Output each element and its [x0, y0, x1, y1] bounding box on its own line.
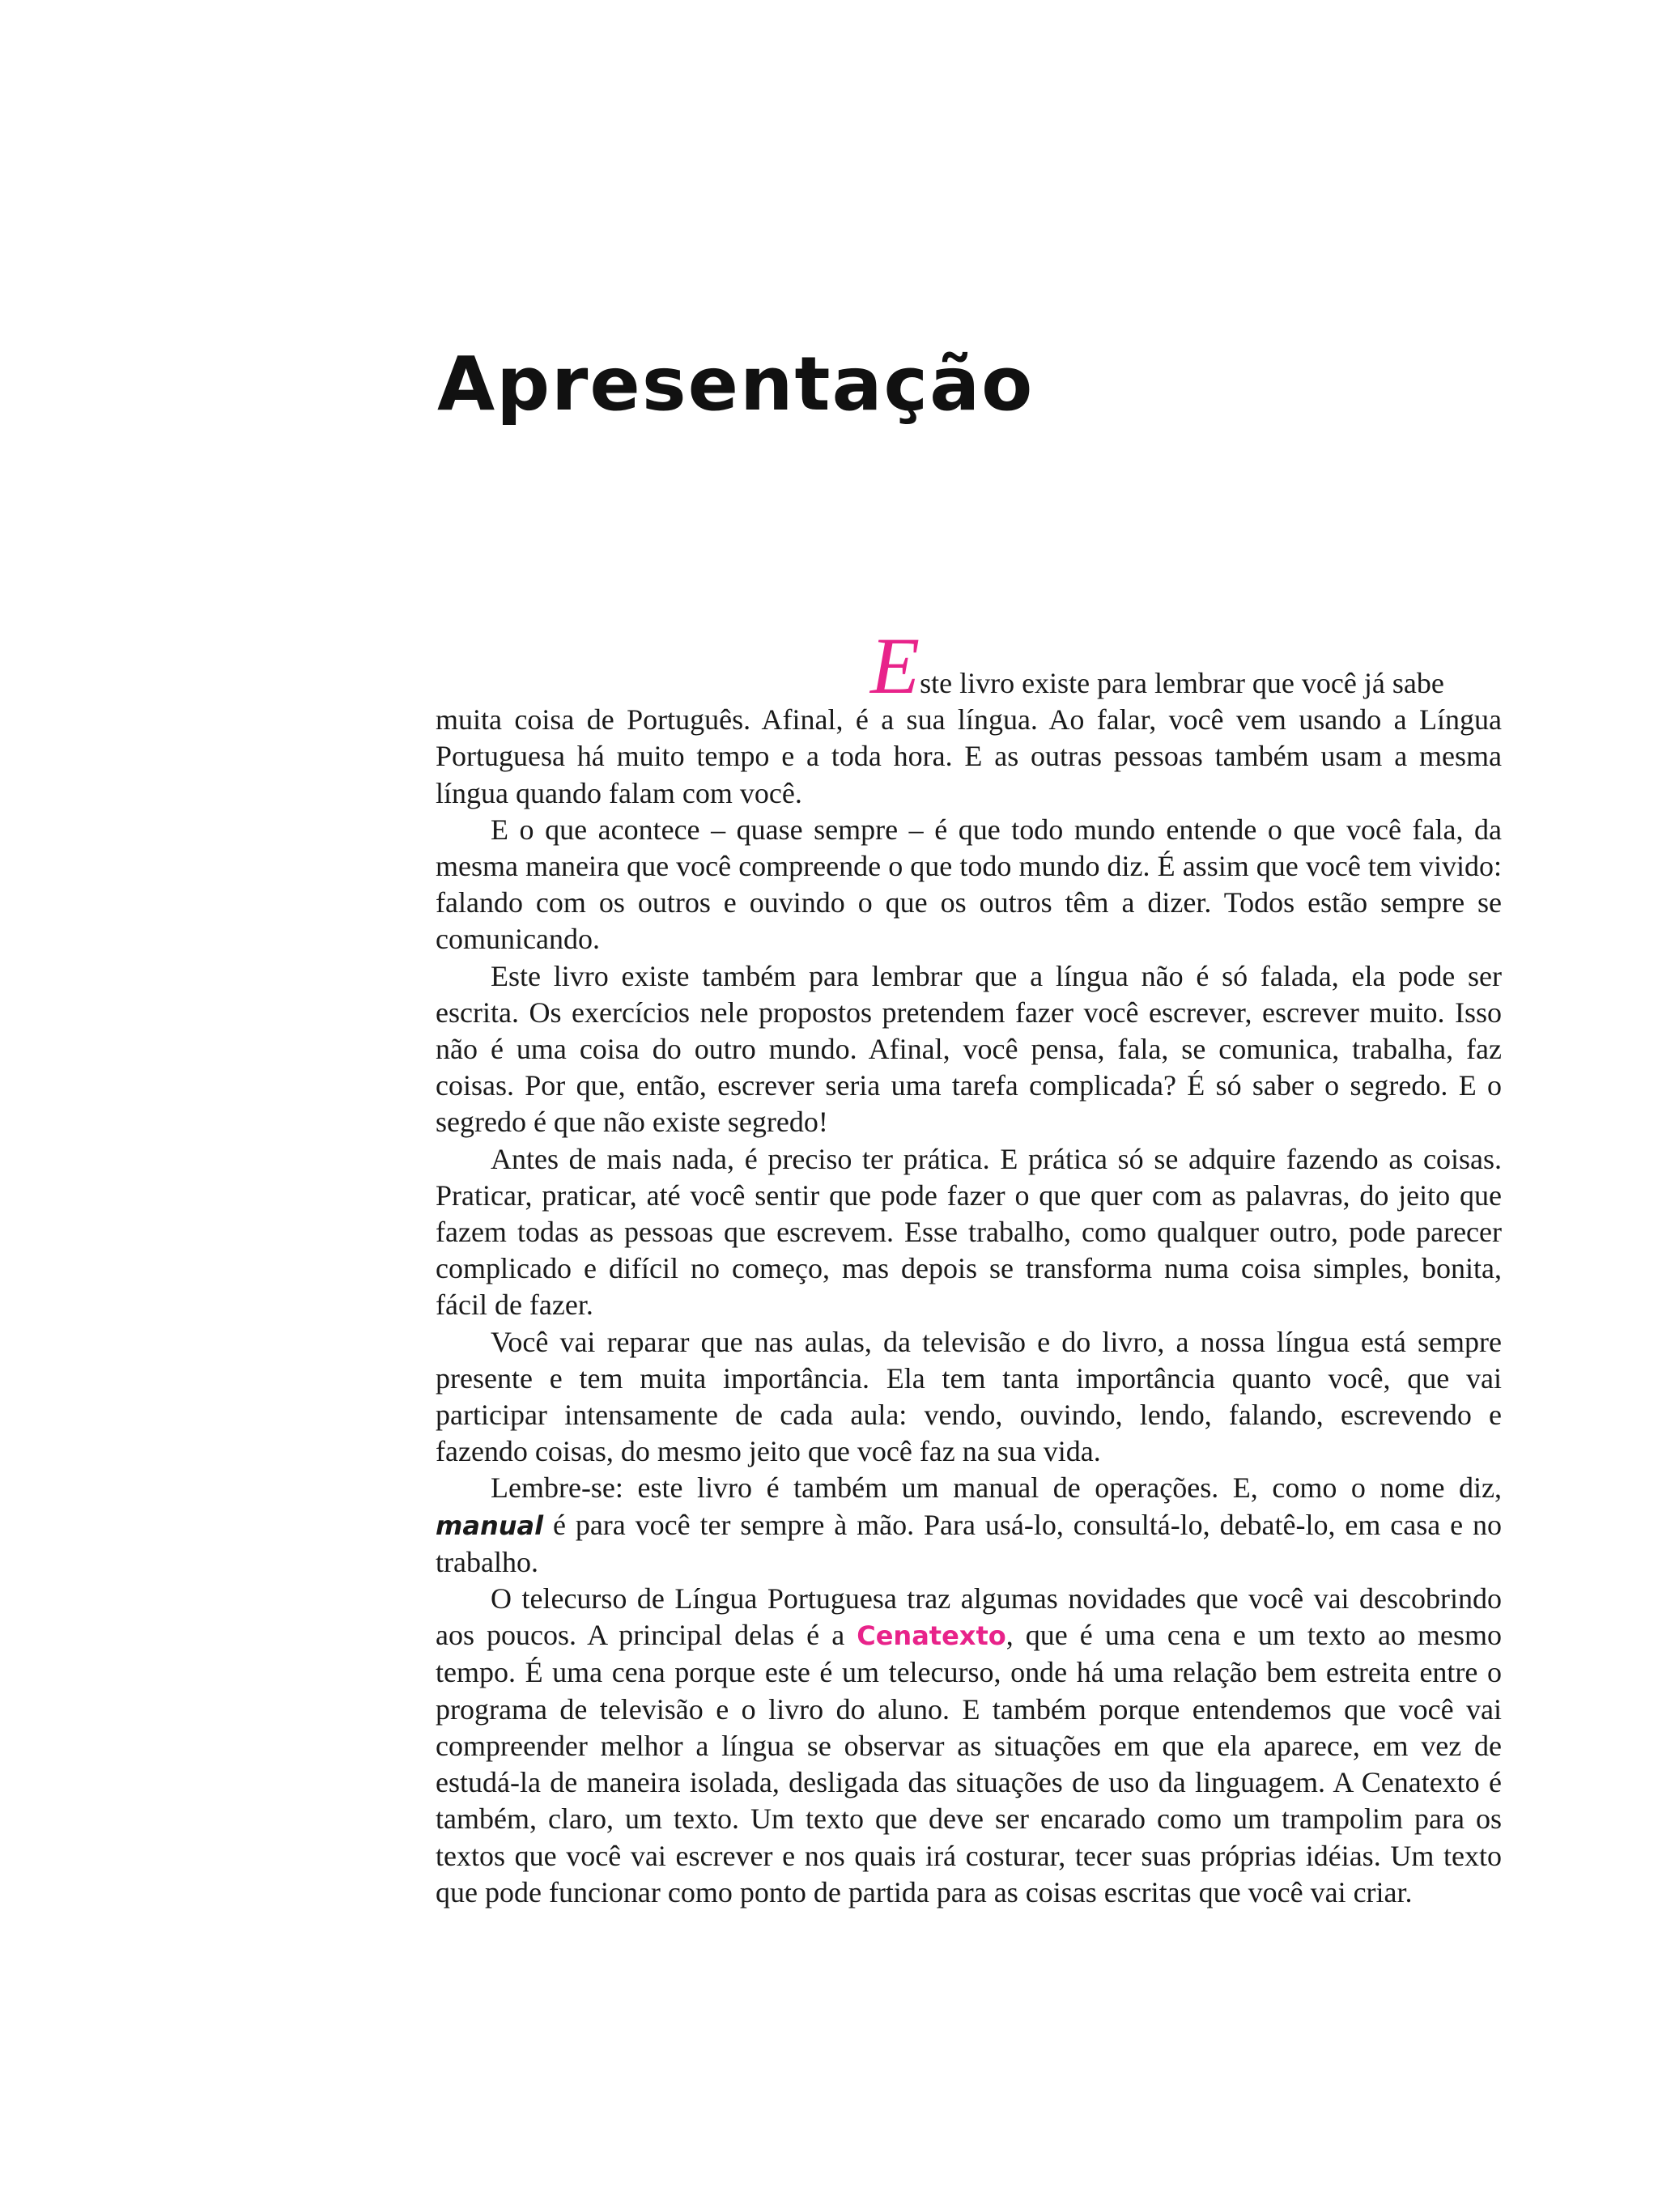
paragraph: E o que acontece – quase sempre – é que todo mundo entende o que você fala, da mesma maneira que você compreende o que todo mundo diz. É assim que você tem vivido: falando com os outros e ouvindo o que os outros têm a dizer. Todos estão sempre se comunicando.	[436, 813, 1502, 956]
paragraph-intro: muita coisa de Português. Afinal, é a sua língua. Ao falar, você vem usando a Língua Portuguesa há muito tempo e a toda hora. E as outras pessoas também usam a mesma língua quando falam com você.	[436, 703, 1502, 809]
body-text	[436, 621, 1502, 1911]
paragraph-intro-first-line	[436, 621, 1502, 711]
first-line-text: ste livro existe para lembrar que você já sabe	[920, 667, 1444, 699]
paragraph-cenatexto	[436, 1581, 1502, 1911]
paragraph: Você vai reparar que nas aulas, da televisão e do livro, a nossa língua está sempre presente e tem muita importância. Ela tem tanta importância quanto você, que vai participar intensamente de cada aula: vendo, ouvindo, lendo, falando, escrevendo e fazendo coisas, do mesmo jeito que você faz na sua vida.	[436, 1325, 1502, 1468]
paragraph-text: é para você ter sempre à mão. Para usá-lo, consultá-lo, debatê-lo, em casa e no trabalho.	[436, 1508, 1502, 1578]
paragraph: Este livro existe também para lembrar que a língua não é só falada, ela pode ser escrita. Os exercícios nele propostos pretendem fazer você escrever, escrever muito. Isso não é uma coisa do outro mundo. Afinal, você pensa, fala, se comunica, trabalha, faz coisas. Por que, então, escrever seria uma tarefa complicada? É só saber o segredo. E o segredo é que não existe segredo!	[436, 959, 1502, 1139]
page-title: Apresentação	[437, 341, 1035, 427]
term-manual: manual	[436, 1509, 544, 1541]
paragraph-text: Lembre-se: este livro é também um manual de operações. E, como o nome diz,	[491, 1471, 1502, 1505]
paragraph: Antes de mais nada, é preciso ter prática. E prática só se adquire fazendo as coisas. Praticar, praticar, até você sentir que pode fazer o que quer com as palavras, do jeito que fazem todas as pessoas que escrevem. Esse trabalho, como qualquer outro, pode parecer complicado e difícil no começo, mas depois se transforma numa coisa simples, bonita, fácil de fazer.	[436, 1142, 1502, 1322]
paragraph-manual	[436, 1470, 1502, 1581]
paragraph-text: O telecurso de Língua Portuguesa traz algumas novidades que você vai descobrindo aos poucos. A principal delas é a	[436, 1582, 1502, 1652]
drop-cap: E	[870, 621, 920, 711]
term-cenatexto: Cenatexto	[857, 1620, 1006, 1652]
paragraph-text: , que é uma cena e um texto ao mesmo tempo. É uma cena porque este é um telecurso, onde há uma relação bem estreita entre o programa de televisão e o livro do aluno. E também porque entendemos que você vai compreender melhor a língua se observar as situações em que ela aparece, em vez de estudá-la de maneira isolada, desligada das situações de uso da linguagem. A Cenatexto é também, claro, um texto. Um texto que deve ser encarado como um trampolim para os textos que você vai escrever e nos quais irá costurar, tecer suas próprias idéias. Um texto que pode funcionar como ponto de partida para as coisas escritas que você vai criar.	[436, 1619, 1502, 1908]
